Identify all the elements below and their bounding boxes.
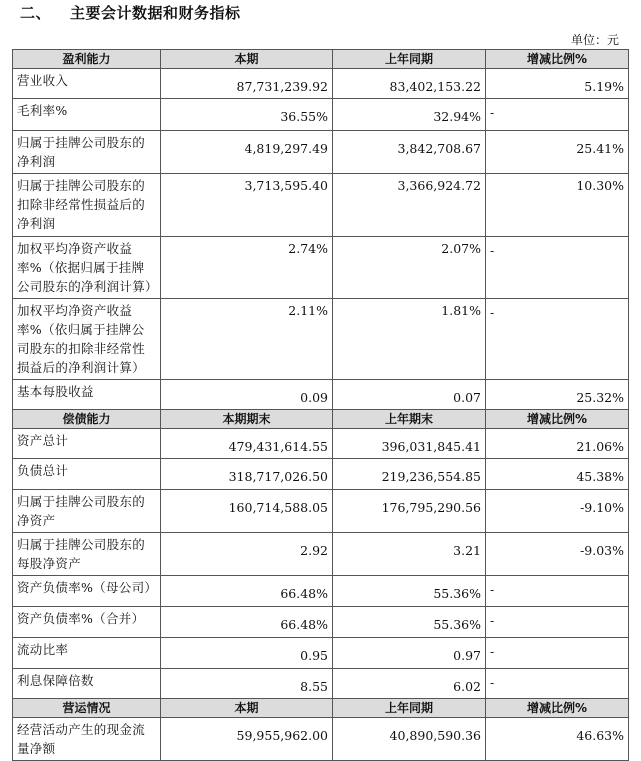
row-label: 归属于挂牌公司股东的扣除非经常性损益后的净利润: [13, 174, 161, 237]
row-label: 归属于挂牌公司股东的净资产: [13, 490, 161, 533]
change-percent: 45.38%: [486, 459, 629, 490]
table-row: [13, 99, 629, 131]
column-header: 本期期末: [161, 410, 333, 429]
table-row: [13, 669, 629, 699]
prior-value: 2.07%: [333, 237, 486, 299]
change-percent: -: [486, 99, 629, 131]
change-percent: -: [486, 299, 629, 380]
row-label: 毛利率%: [13, 99, 161, 131]
unit-label: 单位：元: [570, 33, 619, 47]
current-value: 479,431,614.55: [161, 429, 333, 459]
column-header: 增减比例%: [486, 50, 629, 69]
current-value: 36.55%: [161, 99, 333, 131]
row-label: 资产总计: [13, 429, 161, 459]
table-row: [13, 174, 629, 237]
column-header: 盈利能力: [13, 50, 161, 69]
prior-value: 0.07: [333, 380, 486, 410]
section-header-row: [13, 50, 629, 69]
row-label: 资产负债率%（母公司）: [13, 576, 161, 607]
prior-value: 83,402,153.22: [333, 69, 486, 99]
change-percent: -: [486, 607, 629, 638]
table-row: [13, 131, 629, 174]
table-row: [13, 69, 629, 99]
section-header-row: [13, 699, 629, 718]
change-percent: -9.03%: [486, 533, 629, 576]
table-row: [13, 718, 629, 761]
financial-indicators-table: [12, 49, 629, 761]
change-percent: -: [486, 669, 629, 699]
row-label: 归属于挂牌公司股东的每股净资产: [13, 533, 161, 576]
current-value: 66.48%: [161, 607, 333, 638]
column-header: 增减比例%: [486, 410, 629, 429]
column-header: 上年同期: [333, 50, 486, 69]
current-value: 87,731,239.92: [161, 69, 333, 99]
change-percent: 25.32%: [486, 380, 629, 410]
current-value: 0.95: [161, 638, 333, 669]
current-value: 2.11%: [161, 299, 333, 380]
table-row: [13, 299, 629, 380]
table-row: [13, 576, 629, 607]
table-row: [13, 459, 629, 490]
column-header: 偿债能力: [13, 410, 161, 429]
change-percent: 5.19%: [486, 69, 629, 99]
change-percent: -9.10%: [486, 490, 629, 533]
change-percent: 10.30%: [486, 174, 629, 237]
prior-value: 55.36%: [333, 607, 486, 638]
row-label: 加权平均净资产收益率%（依归属于挂牌公司股东的扣除非经常性损益后的净利润计算）: [13, 299, 161, 380]
section-header-row: [13, 410, 629, 429]
prior-value: 1.81%: [333, 299, 486, 380]
current-value: 59,955,962.00: [161, 718, 333, 761]
prior-value: 3,842,708.67: [333, 131, 486, 174]
current-value: 4,819,297.49: [161, 131, 333, 174]
row-label: 归属于挂牌公司股东的净利润: [13, 131, 161, 174]
row-label: 流动比率: [13, 638, 161, 669]
table-row: [13, 607, 629, 638]
prior-value: 55.36%: [333, 576, 486, 607]
prior-value: 0.97: [333, 638, 486, 669]
current-value: 8.55: [161, 669, 333, 699]
column-header: 本期: [161, 699, 333, 718]
change-percent: -: [486, 576, 629, 607]
current-value: 3,713,595.40: [161, 174, 333, 237]
table-row: [13, 490, 629, 533]
current-value: 2.92: [161, 533, 333, 576]
prior-value: 176,795,290.56: [333, 490, 486, 533]
current-value: 318,717,026.50: [161, 459, 333, 490]
row-label: 加权平均净资产收益率%（依据归属于挂牌公司股东的净利润计算）: [13, 237, 161, 299]
current-value: 0.09: [161, 380, 333, 410]
prior-value: 219,236,554.85: [333, 459, 486, 490]
column-header: 上年同期: [333, 699, 486, 718]
change-percent: 46.63%: [486, 718, 629, 761]
table-row: [13, 380, 629, 410]
table-row: [13, 638, 629, 669]
table-row: [13, 533, 629, 576]
row-label: 负债总计: [13, 459, 161, 490]
section-number: 二、: [20, 4, 52, 22]
table-row: [13, 429, 629, 459]
section-title: 主要会计数据和财务指标: [70, 4, 241, 22]
column-header: 增减比例%: [486, 699, 629, 718]
current-value: 66.48%: [161, 576, 333, 607]
prior-value: 3.21: [333, 533, 486, 576]
row-label: 营业收入: [13, 69, 161, 99]
current-value: 2.74%: [161, 237, 333, 299]
section-heading: [20, 2, 241, 23]
prior-value: 40,890,590.36: [333, 718, 486, 761]
change-percent: -: [486, 237, 629, 299]
change-percent: 25.41%: [486, 131, 629, 174]
row-label: 利息保障倍数: [13, 669, 161, 699]
prior-value: 3,366,924.72: [333, 174, 486, 237]
column-header: 营运情况: [13, 699, 161, 718]
prior-value: 32.94%: [333, 99, 486, 131]
row-label: 经营活动产生的现金流量净额: [13, 718, 161, 761]
prior-value: 6.02: [333, 669, 486, 699]
row-label: 资产负债率%（合并）: [13, 607, 161, 638]
column-header: 本期: [161, 50, 333, 69]
change-percent: -: [486, 638, 629, 669]
current-value: 160,714,588.05: [161, 490, 333, 533]
column-header: 上年期末: [333, 410, 486, 429]
table-row: [13, 237, 629, 299]
prior-value: 396,031,845.41: [333, 429, 486, 459]
row-label: 基本每股收益: [13, 380, 161, 410]
change-percent: 21.06%: [486, 429, 629, 459]
